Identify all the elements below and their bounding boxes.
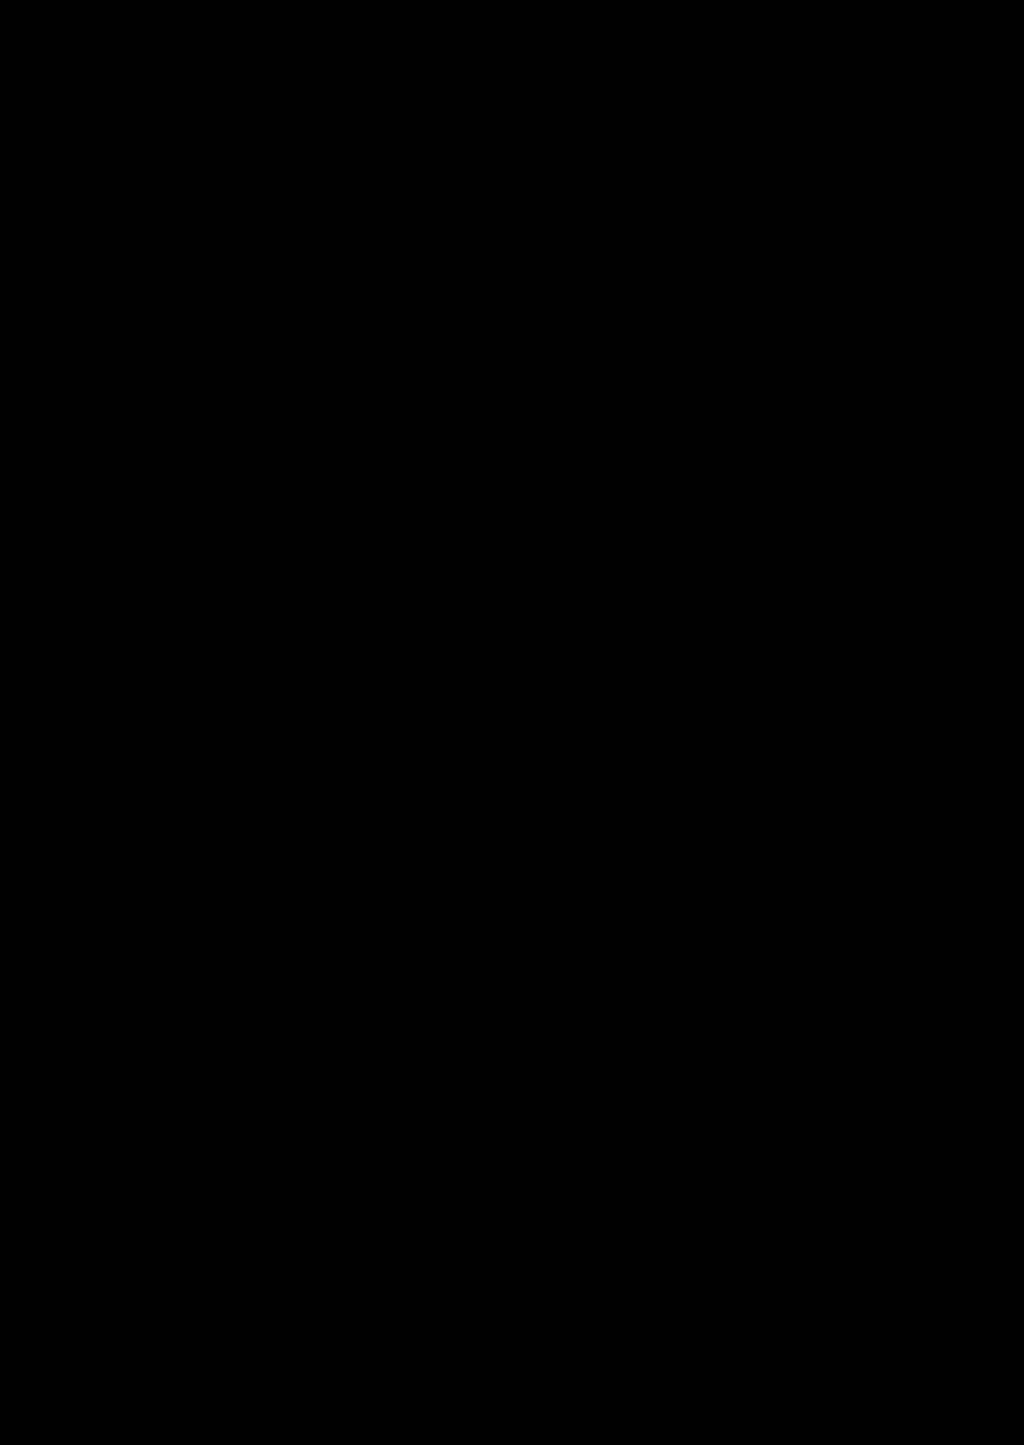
paragraph-continued: studuje první dvě kapitoly, ve kterých je obtížné látky velmi málo, bude dosti myšlenkově vyspělý i k četbě třetí kapitoly, nebude však asi, pokud nestudoval už dříve vyšší partie matematiky, ještě schopen plně si promyslit celý dosah probrané látky. Doporučuji čtenáři začátečníku, aby třetí kapitolu jednou důkladně pročetl a aby se k ní později znovu vracel při studiu vyšší matematiky; jen tak bude mít z jejího studia maximální zisk.	[51, 88, 873, 231]
paragraph-real-number-theories: Existují různé vědecké theorie reálných čísel, z nichž nejznámější jsou dvě; jedna pochází od G. Cantora (1845—1918), zakladatele theorie množin, která měla rozhodující vliv na vývoj matematiky ve 20. století, druhá od R. Dedekinda (1831—1916), význačného pracovníka v theorii čísel, od kterého pocházejí mnohé základní ideje, později soustavně zpracované v moderní algebře. V české literatuře je Cantorova theorie reálných čísel soustavně zpracována po prvé v této knize. Všecka dřívější česká zpracování theorie reálných čísel (Ed. Weyr, K. Petr, V. Jarník, K. Hruša) vykládají Dedekindovu theorii. Velkou předností Cantorova postupu je to, že je založen na pojmu limity, který je jedním ze stěžejních pojmů celé vyšší matematiky. Jediná výtka, která se činívá Cantorově theorii, tkví v tom, že pro její pochopení je nezbytná znalost tvoření pojmů abstrakcí, která bývá prohlašována za „těžkou“. Této výtce jsem se snažil čelit tím, že jak jsem řekl, rozbírám princip tvoření pojmů abstrakcí na jiném jednodušším příkladě už ve druhé kapitole.	[51, 235, 873, 586]
paragraph-hrusa-book: Značná část knihy je obsahově velmi blízká Hrušově knize Elementární aritmetika, od které se však podstatně liší metodicky. Hrušova kniha, jak je řečeno v její předmluvě, „nežádá od čtenáře vlastně nic jiného než jakousi zběhlost v logickém usuzování“, já naopak chci vést	[51, 916, 873, 1000]
paragraph-last-chapter: Poslední kapitola knihy je už přímou přípravou ke studiu vyšší matematiky. Opíraje se vydatně o názor, vykládám počátky analytické geometrie v rozsahu nezbytném pro studium funkcí jedné proměnné a jejich grafického znázornění, dále probírám příklady funkcí a řeším některé nerovnosti, při čemž opět kladu velkou váhu na geometrické znázornění. Tato kapitola je do značné míry na předcházejících nezávislá a je možné začít studium knihy touto kapitolou.	[51, 768, 873, 912]
paragraph-fourth-chapter: Čtvrtá kapitola pojednává o několika různých thematech. V prvních dvou paragrafech probírám základní věty o dělitelnosti přirozených čísel a tím doplňuji látku kapitoly první. Můj výklad je založen na pojmu násobku a zdá se mi metodicky vhodnější pro začátečníka než jiné způsoby. V § 3 seznamuji čtenáře se značkami Σ pro součet a Π pro součin, velmi užívanými ve vyšší matematice. Další dva paragrafy rozvíjejí počátky kombinatoriky; zbývající část kapitoly je úvodem do nauky o mnohočlenech, nezbytné pro vyšší matematiku.	[51, 591, 873, 764]
page-number: 7	[863, 1322, 874, 1347]
body-text	[51, 86, 873, 1003]
